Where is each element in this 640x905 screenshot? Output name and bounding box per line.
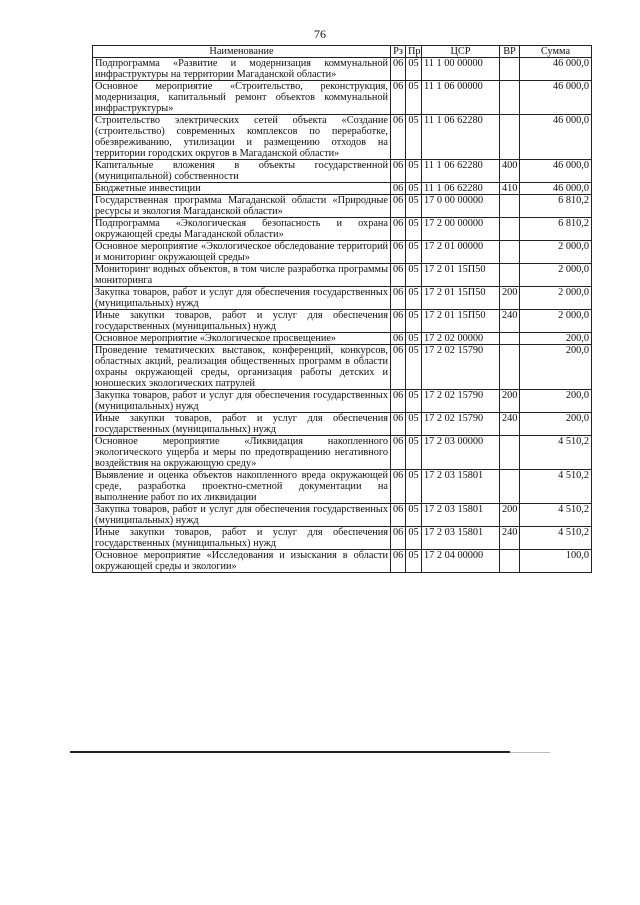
cell-pr: 05	[406, 218, 422, 241]
cell-vr: 410	[500, 183, 520, 195]
cell-name: Подпрограмма «Развитие и модернизация коммунальной инфраструктуры на территории Магаданской области»	[93, 58, 391, 81]
cell-vr: 400	[500, 160, 520, 183]
cell-pr: 05	[406, 470, 422, 504]
cell-rz: 06	[391, 81, 406, 115]
cell-pr: 05	[406, 183, 422, 195]
cell-sum: 46 000,0	[520, 81, 592, 115]
cell-rz: 06	[391, 195, 406, 218]
cell-pr: 05	[406, 195, 422, 218]
header-rz: Рз	[391, 46, 406, 58]
cell-name: Проведение тематических выставок, конференций, конкурсов, областных акций, реализация общественных программ в области охраны окружающей среды, организация работы детских и юношеских экологических патрулей	[93, 345, 391, 390]
table-row	[93, 550, 592, 573]
cell-csr: 17 2 02 00000	[422, 333, 500, 345]
cell-name: Иные закупки товаров, работ и услуг для обеспечения государственных (муниципальных) нужд	[93, 310, 391, 333]
cell-vr: 240	[500, 413, 520, 436]
cell-csr: 11 1 00 00000	[422, 58, 500, 81]
cell-vr	[500, 58, 520, 81]
cell-sum: 46 000,0	[520, 183, 592, 195]
cell-csr: 11 1 06 62280	[422, 183, 500, 195]
header-name: Наименование	[93, 46, 391, 58]
cell-csr: 17 2 01 15П50	[422, 264, 500, 287]
cell-csr: 17 2 04 00000	[422, 550, 500, 573]
footer-divider-faint	[510, 752, 550, 753]
cell-vr: 240	[500, 527, 520, 550]
header-csr: ЦСР	[422, 46, 500, 58]
cell-name: Закупка товаров, работ и услуг для обеспечения государственных (муниципальных) нужд	[93, 390, 391, 413]
cell-csr: 17 2 01 15П50	[422, 287, 500, 310]
cell-name: Иные закупки товаров, работ и услуг для обеспечения государственных (муниципальных) нужд	[93, 527, 391, 550]
cell-csr: 17 2 01 15П50	[422, 310, 500, 333]
cell-vr: 240	[500, 310, 520, 333]
cell-csr: 17 2 03 15801	[422, 470, 500, 504]
cell-pr: 05	[406, 504, 422, 527]
cell-rz: 06	[391, 436, 406, 470]
cell-sum: 2 000,0	[520, 241, 592, 264]
cell-rz: 06	[391, 333, 406, 345]
table-row	[93, 287, 592, 310]
cell-csr: 11 1 06 62280	[422, 115, 500, 160]
cell-sum: 100,0	[520, 550, 592, 573]
cell-name: Иные закупки товаров, работ и услуг для обеспечения государственных (муниципальных) нужд	[93, 413, 391, 436]
cell-vr	[500, 470, 520, 504]
cell-sum: 200,0	[520, 390, 592, 413]
cell-pr: 05	[406, 310, 422, 333]
cell-pr: 05	[406, 241, 422, 264]
cell-sum: 2 000,0	[520, 310, 592, 333]
cell-sum: 4 510,2	[520, 527, 592, 550]
cell-name: Закупка товаров, работ и услуг для обеспечения государственных (муниципальных) нужд	[93, 287, 391, 310]
cell-pr: 05	[406, 264, 422, 287]
cell-csr: 17 2 02 15790	[422, 390, 500, 413]
cell-csr: 11 1 06 00000	[422, 81, 500, 115]
cell-pr: 05	[406, 81, 422, 115]
cell-rz: 06	[391, 390, 406, 413]
cell-csr: 17 2 00 00000	[422, 218, 500, 241]
cell-rz: 06	[391, 504, 406, 527]
cell-vr	[500, 345, 520, 390]
cell-rz: 06	[391, 264, 406, 287]
cell-name: Основное мероприятие «Ликвидация накопленного экологического ущерба и меры по предотвращению негативного воздействия на окружающую среду»	[93, 436, 391, 470]
cell-vr: 200	[500, 390, 520, 413]
cell-name: Подпрограмма «Экологическая безопасность и охрана окружающей среды Магаданской области»	[93, 218, 391, 241]
cell-vr	[500, 115, 520, 160]
cell-csr: 17 2 02 15790	[422, 345, 500, 390]
cell-rz: 06	[391, 310, 406, 333]
cell-name: Основное мероприятие «Исследования и изыскания в области окружающей среды и экологии»	[93, 550, 391, 573]
cell-vr: 200	[500, 504, 520, 527]
cell-vr	[500, 333, 520, 345]
cell-csr: 17 2 03 15801	[422, 504, 500, 527]
cell-rz: 06	[391, 218, 406, 241]
cell-csr: 17 2 02 15790	[422, 413, 500, 436]
cell-pr: 05	[406, 436, 422, 470]
cell-rz: 06	[391, 58, 406, 81]
table-row	[93, 183, 592, 195]
cell-vr	[500, 550, 520, 573]
cell-vr	[500, 264, 520, 287]
cell-rz: 06	[391, 115, 406, 160]
cell-csr: 17 2 03 00000	[422, 436, 500, 470]
cell-pr: 05	[406, 550, 422, 573]
cell-vr	[500, 241, 520, 264]
cell-name: Выявление и оценка объектов накопленного вреда окружающей среде, разработка проектно-сметной документации на выполнение работ по их ликвидации	[93, 470, 391, 504]
cell-name: Основное мероприятие «Экологическое обследование территорий и мониторинг окружающей среды»	[93, 241, 391, 264]
cell-sum: 200,0	[520, 413, 592, 436]
cell-sum: 4 510,2	[520, 436, 592, 470]
table-row	[93, 436, 592, 470]
cell-pr: 05	[406, 345, 422, 390]
cell-rz: 06	[391, 287, 406, 310]
cell-vr: 200	[500, 287, 520, 310]
table-row	[93, 333, 592, 345]
cell-pr: 05	[406, 527, 422, 550]
cell-name: Основное мероприятие «Строительство, реконструкция, модернизация, капитальный ремонт объектов коммунальной инфраструктуры»	[93, 81, 391, 115]
table-row	[93, 218, 592, 241]
cell-pr: 05	[406, 58, 422, 81]
header-pr: Пр	[406, 46, 422, 58]
cell-sum: 46 000,0	[520, 115, 592, 160]
cell-sum: 200,0	[520, 345, 592, 390]
cell-rz: 06	[391, 160, 406, 183]
cell-rz: 06	[391, 550, 406, 573]
table-row	[93, 195, 592, 218]
cell-vr	[500, 81, 520, 115]
cell-name: Капитальные вложения в объекты государственной (муниципальной) собственности	[93, 160, 391, 183]
budget-table	[92, 45, 592, 573]
cell-vr	[500, 195, 520, 218]
cell-vr	[500, 436, 520, 470]
cell-csr: 17 2 01 00000	[422, 241, 500, 264]
cell-pr: 05	[406, 287, 422, 310]
table-row	[93, 527, 592, 550]
table-row	[93, 81, 592, 115]
table-row	[93, 390, 592, 413]
cell-pr: 05	[406, 390, 422, 413]
cell-name: Строительство электрических сетей объекта «Создание (строительство) современных комплексов по переработке, обезвреживанию, утилизации и размещению отходов на территории городских округов в Магаданской области»	[93, 115, 391, 160]
table-row	[93, 345, 592, 390]
cell-sum: 4 510,2	[520, 470, 592, 504]
cell-rz: 06	[391, 413, 406, 436]
cell-pr: 05	[406, 115, 422, 160]
cell-rz: 06	[391, 527, 406, 550]
cell-rz: 06	[391, 183, 406, 195]
cell-rz: 06	[391, 345, 406, 390]
cell-sum: 6 810,2	[520, 218, 592, 241]
cell-name: Закупка товаров, работ и услуг для обеспечения государственных (муниципальных) нужд	[93, 504, 391, 527]
cell-csr: 17 2 03 15801	[422, 527, 500, 550]
cell-sum: 46 000,0	[520, 58, 592, 81]
cell-vr	[500, 218, 520, 241]
cell-sum: 2 000,0	[520, 264, 592, 287]
header-sum: Сумма	[520, 46, 592, 58]
cell-sum: 2 000,0	[520, 287, 592, 310]
cell-name: Бюджетные инвестиции	[93, 183, 391, 195]
table-row	[93, 160, 592, 183]
cell-name: Основное мероприятие «Экологическое просвещение»	[93, 333, 391, 345]
cell-name: Мониторинг водных объектов, в том числе разработка программы мониторинга	[93, 264, 391, 287]
table-row	[93, 310, 592, 333]
cell-sum: 6 810,2	[520, 195, 592, 218]
footer-divider	[70, 751, 510, 753]
cell-csr: 17 0 00 00000	[422, 195, 500, 218]
table-row	[93, 504, 592, 527]
table-header-row	[93, 46, 592, 58]
header-vr: ВР	[500, 46, 520, 58]
table-row	[93, 58, 592, 81]
table-row	[93, 241, 592, 264]
table-row	[93, 413, 592, 436]
cell-sum: 4 510,2	[520, 504, 592, 527]
cell-rz: 06	[391, 241, 406, 264]
cell-sum: 200,0	[520, 333, 592, 345]
table-row	[93, 115, 592, 160]
cell-csr: 11 1 06 62280	[422, 160, 500, 183]
cell-pr: 05	[406, 160, 422, 183]
page-number: 76	[314, 27, 326, 41]
table-row	[93, 470, 592, 504]
cell-rz: 06	[391, 470, 406, 504]
cell-name: Государственная программа Магаданской области «Природные ресурсы и экология Магаданской области»	[93, 195, 391, 218]
cell-sum: 46 000,0	[520, 160, 592, 183]
cell-pr: 05	[406, 413, 422, 436]
table-row	[93, 264, 592, 287]
cell-pr: 05	[406, 333, 422, 345]
